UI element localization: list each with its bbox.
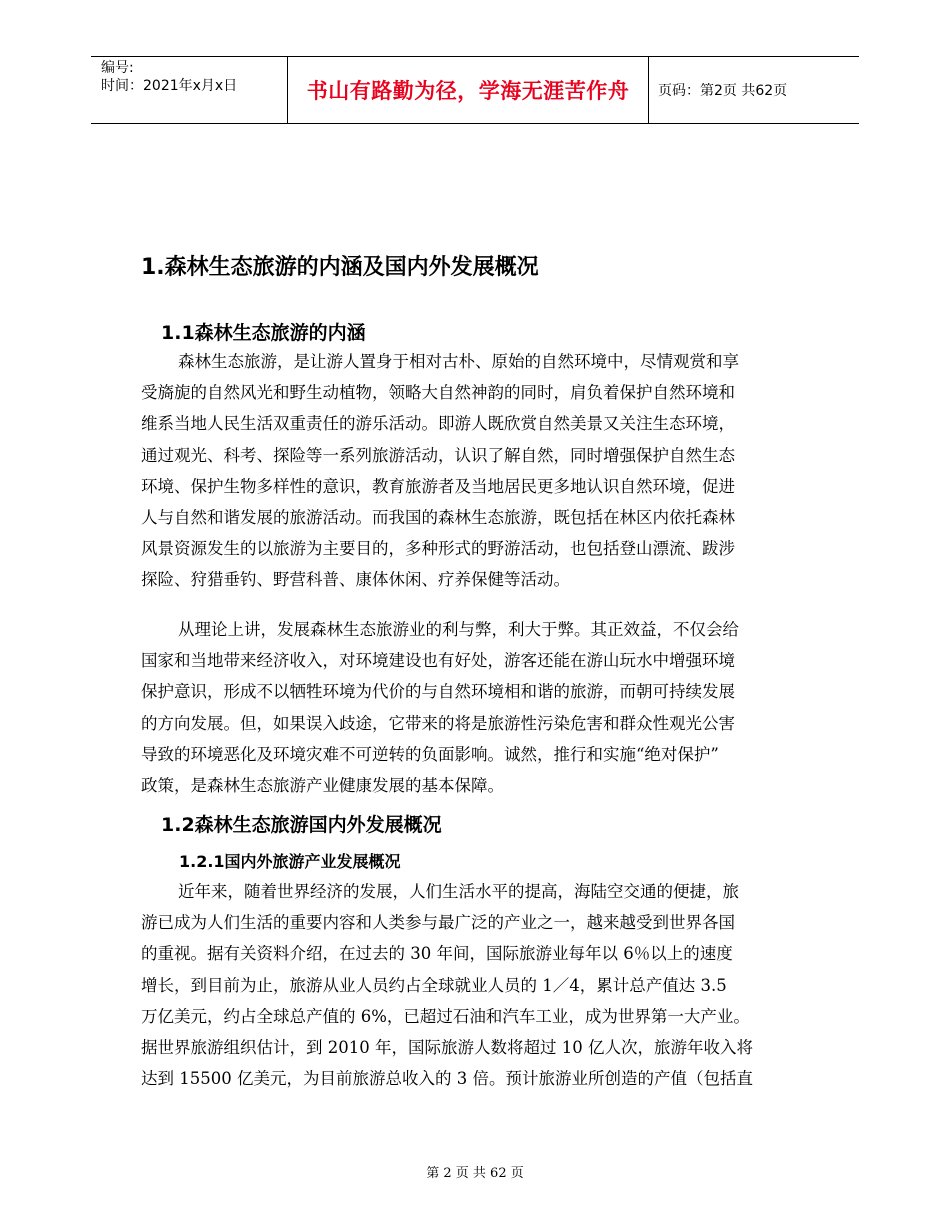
paragraph-line: 风景资源发生的以旅游为主要目的，多种形式的野游活动，也包括登山漂流、跋涉 — [141, 539, 735, 559]
paragraph-line: 增长，到目前为止，旅游从业人员约占全球就业人员的 1／4，累计总产值达 3.5 — [141, 975, 727, 995]
number-label: 编号: — [101, 60, 134, 76]
paragraph-line: 的方向发展。但，如果误入歧途，它带来的将是旅游性污染危害和群众性观光公害 — [141, 713, 735, 733]
page-footer: 第 2 页 共 62 页 — [426, 1166, 524, 1181]
paragraph-line: 国家和当地带来经济收入，对环境建设也有好处，游客还能在游山玩水中增强环境 — [141, 651, 735, 671]
paragraph-line: 森林生态旅游，是让游人置身于相对古朴、原始的自然环境中，尽情观赏和享 — [178, 352, 739, 371]
paragraph-line: 导致的环境恶化及环境灾难不可逆转的负面影响。诚然，推行和实施“绝对保护” — [141, 744, 719, 764]
paragraph-line: 万亿美元，约占全球总产值的 6%，已超过石油和汽车工业，成为世界第一大产业。 — [141, 1006, 750, 1026]
subsection-title-1-2-1: 1.2.1国内外旅游产业发展概况 — [179, 852, 401, 871]
chapter-title: 1.森林生态旅游的内涵及国内外发展概况 — [141, 255, 539, 280]
header-motto: 书山有路勤为径，学海无涯苦作舟 — [287, 57, 649, 123]
paragraph-2 — [141, 614, 813, 801]
paragraph-line: 环境、保护生物多样性的意识，教育旅游者及当地居民更多地认识自然环境，促进 — [141, 476, 735, 496]
paragraph-3 — [141, 876, 813, 1094]
paragraph-line: 近年来，随着世界经济的发展，人们生活水平的提高，海陆空交通的便捷，旅 — [178, 882, 739, 901]
page-header — [91, 56, 859, 124]
section-title-1-1: 1.1森林生态旅游的内涵 — [161, 322, 366, 344]
paragraph-line: 的重视。据有关资料介绍，在过去的 30 年间，国际旅游业每年以 6％以上的速度 — [141, 944, 733, 964]
paragraph-line: 探险、狩猎垂钓、野营科普、康体休闲、疗养保健等活动。 — [141, 570, 570, 590]
header-meta — [91, 57, 286, 123]
paragraph-line: 从理论上讲，发展森林生态旅游业的利与弊，利大于弊。其正效益，不仅会给 — [178, 620, 739, 639]
paragraph-line: 达到 15500 亿美元，为目前旅游总收入的 3 倍。预计旅游业所创造的产值（包括直 — [141, 1069, 753, 1089]
paragraph-line: 游已成为人们生活的重要内容和人类参与最广泛的产业之一，越来越受到世界各国 — [141, 913, 735, 933]
section-title-1-2: 1.2森林生态旅游国内外发展概况 — [161, 814, 442, 836]
time-label: 时间：2021年x月x日 — [101, 78, 238, 94]
paragraph-line: 据世界旅游组织估计，到 2010 年，国际旅游人数将超过 10 亿人次，旅游年收入将 — [141, 1037, 753, 1057]
paragraph-line: 受旖旎的自然风光和野生动植物，领略大自然神韵的同时，肩负着保护自然环境和 — [141, 383, 735, 403]
paragraph-line: 政策，是森林生态旅游产业健康发展的基本保障。 — [141, 775, 504, 795]
paragraph-line: 维系当地人民生活双重责任的游乐活动。即游人既欣赏自然美景又关注生态环境， — [141, 414, 735, 434]
paragraph-1 — [141, 346, 813, 596]
paragraph-line: 保护意识，形成不以牺牲环境为代价的与自然环境相和谐的旅游，而朝可持续发展 — [141, 682, 735, 702]
paragraph-line: 人与自然和谐发展的旅游活动。而我国的森林生态旅游，既包括在林区内依托森林 — [141, 507, 735, 527]
header-page-info: 页码：第2页 共62页 — [658, 83, 788, 99]
paragraph-line: 通过观光、科考、探险等一系列旅游活动，认识了解自然，同时增强保护自然生态 — [141, 445, 735, 465]
